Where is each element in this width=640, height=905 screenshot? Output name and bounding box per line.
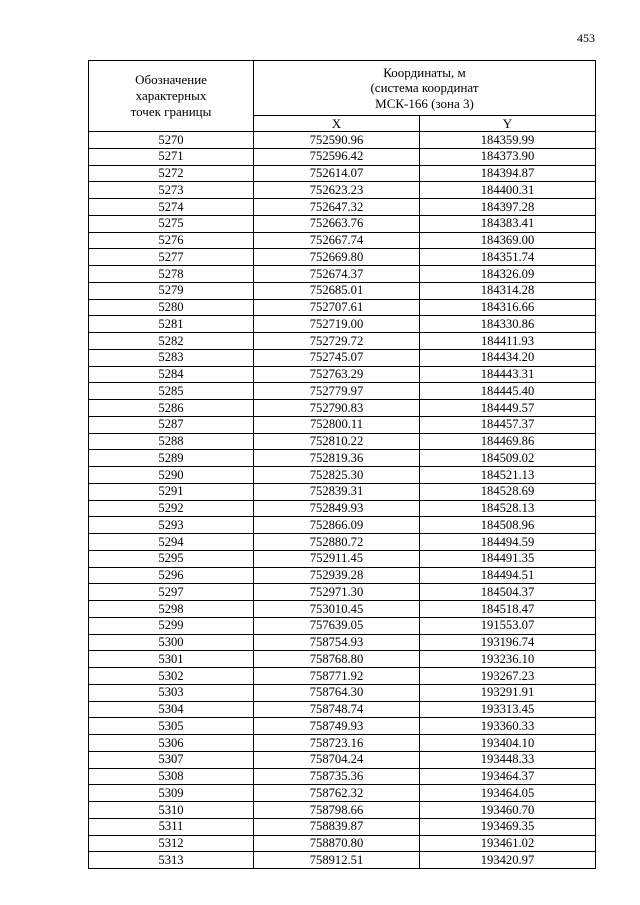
x-coordinate-cell: 752880.72: [254, 534, 420, 551]
x-coordinate-cell: 758735.36: [254, 768, 420, 785]
point-id-cell: 5299: [89, 617, 254, 634]
x-coordinate-cell: 752647.32: [254, 199, 420, 216]
point-id-cell: 5298: [89, 601, 254, 618]
table-row: [89, 483, 596, 500]
point-id-cell: 5303: [89, 684, 254, 701]
point-id-cell: 5280: [89, 299, 254, 316]
point-id-cell: 5274: [89, 199, 254, 216]
x-coordinate-cell: 753010.45: [254, 601, 420, 618]
x-coordinate-cell: 752939.28: [254, 567, 420, 584]
y-coordinate-cell: 193404.10: [420, 735, 596, 752]
x-coordinate-cell: 752596.42: [254, 148, 420, 165]
table-row: [89, 249, 596, 266]
table-row: [89, 400, 596, 417]
y-coordinate-cell: 193267.23: [420, 668, 596, 685]
point-id-cell: 5295: [89, 550, 254, 567]
coord-header-line3: МСК-166 (зона 3): [375, 95, 474, 111]
y-coordinate-cell: 193461.02: [420, 835, 596, 852]
y-coordinate-cell: 184469.86: [420, 433, 596, 450]
table-row: [89, 668, 596, 685]
table-body: [89, 132, 596, 869]
y-coordinate-cell: 184351.74: [420, 249, 596, 266]
x-coordinate-cell: 758771.92: [254, 668, 420, 685]
y-coordinate-cell: 193360.33: [420, 718, 596, 735]
x-coordinate-cell: 752745.07: [254, 349, 420, 366]
table-row: [89, 333, 596, 350]
y-coordinate-cell: 193448.33: [420, 751, 596, 768]
y-coordinate-cell: 184443.31: [420, 366, 596, 383]
x-coordinate-cell: 752849.93: [254, 500, 420, 517]
y-coordinate-cell: 193469.35: [420, 818, 596, 835]
x-coordinate-cell: 752810.22: [254, 433, 420, 450]
table-row: [89, 232, 596, 249]
x-coordinate-cell: 758870.80: [254, 835, 420, 852]
table-row: [89, 500, 596, 517]
table-row: [89, 517, 596, 534]
table-row: [89, 852, 596, 869]
table-row: [89, 651, 596, 668]
x-coordinate-cell: 752667.74: [254, 232, 420, 249]
point-id-cell: 5290: [89, 467, 254, 484]
y-coordinate-cell: 184509.02: [420, 450, 596, 467]
point-id-cell: 5308: [89, 768, 254, 785]
point-id-cell: 5309: [89, 785, 254, 802]
table-row: [89, 349, 596, 366]
table-row: [89, 818, 596, 835]
y-coordinate-cell: 184383.41: [420, 215, 596, 232]
point-id-cell: 5285: [89, 383, 254, 400]
table-row: [89, 701, 596, 718]
y-coordinate-cell: 193196.74: [420, 634, 596, 651]
y-coordinate-cell: 184528.13: [420, 500, 596, 517]
point-id-cell: 5311: [89, 818, 254, 835]
x-coordinate-cell: 752779.97: [254, 383, 420, 400]
point-designation-header: [89, 61, 254, 132]
y-coordinate-cell: 184494.51: [420, 567, 596, 584]
table-row: [89, 433, 596, 450]
x-coordinate-cell: 758754.93: [254, 634, 420, 651]
point-id-cell: 5277: [89, 249, 254, 266]
table-row: [89, 835, 596, 852]
x-coordinate-cell: 758798.66: [254, 802, 420, 819]
point-id-cell: 5291: [89, 483, 254, 500]
table-row: [89, 584, 596, 601]
point-id-cell: 5312: [89, 835, 254, 852]
x-coordinate-cell: 758704.24: [254, 751, 420, 768]
y-coordinate-cell: 184326.09: [420, 266, 596, 283]
point-header-line1: Обозначение: [135, 71, 207, 87]
point-id-cell: 5302: [89, 668, 254, 685]
y-coordinate-cell: 184373.90: [420, 148, 596, 165]
x-coordinate-cell: 752839.31: [254, 483, 420, 500]
x-column-header: X: [254, 116, 420, 132]
coord-header-line1: Координаты, м: [383, 64, 466, 80]
x-coordinate-cell: 752590.96: [254, 132, 420, 149]
table-row: [89, 165, 596, 182]
point-id-cell: 5284: [89, 366, 254, 383]
point-id-cell: 5304: [89, 701, 254, 718]
point-id-cell: 5279: [89, 282, 254, 299]
y-coordinate-cell: 184434.20: [420, 349, 596, 366]
x-coordinate-cell: 752674.37: [254, 266, 420, 283]
y-coordinate-cell: 184494.59: [420, 534, 596, 551]
y-coordinate-cell: 191553.07: [420, 617, 596, 634]
point-id-cell: 5310: [89, 802, 254, 819]
coord-header-line2: (система координат: [370, 80, 479, 96]
y-coordinate-cell: 184411.93: [420, 333, 596, 350]
x-coordinate-cell: 758762.32: [254, 785, 420, 802]
y-coordinate-cell: 193291.91: [420, 684, 596, 701]
point-id-cell: 5282: [89, 333, 254, 350]
point-id-cell: 5278: [89, 266, 254, 283]
point-id-cell: 5292: [89, 500, 254, 517]
point-id-cell: 5272: [89, 165, 254, 182]
y-coordinate-cell: 184528.69: [420, 483, 596, 500]
x-coordinate-cell: 757639.05: [254, 617, 420, 634]
x-coordinate-cell: 752669.80: [254, 249, 420, 266]
point-id-cell: 5305: [89, 718, 254, 735]
y-coordinate-cell: 184449.57: [420, 400, 596, 417]
point-id-cell: 5288: [89, 433, 254, 450]
x-coordinate-cell: 758839.87: [254, 818, 420, 835]
table-row: [89, 182, 596, 199]
point-id-cell: 5275: [89, 215, 254, 232]
point-id-cell: 5286: [89, 400, 254, 417]
coordinates-table: [88, 60, 596, 869]
point-id-cell: 5306: [89, 735, 254, 752]
point-id-cell: 5313: [89, 852, 254, 869]
y-coordinate-cell: 184504.37: [420, 584, 596, 601]
table-row: [89, 199, 596, 216]
point-id-cell: 5296: [89, 567, 254, 584]
table-row: [89, 148, 596, 165]
y-coordinate-cell: 184330.86: [420, 316, 596, 333]
y-coordinate-cell: 184457.37: [420, 416, 596, 433]
y-coordinate-cell: 184521.13: [420, 467, 596, 484]
x-coordinate-cell: 758748.74: [254, 701, 420, 718]
y-coordinate-cell: 193420.97: [420, 852, 596, 869]
point-id-cell: 5281: [89, 316, 254, 333]
y-coordinate-cell: 184445.40: [420, 383, 596, 400]
x-coordinate-cell: 752866.09: [254, 517, 420, 534]
y-coordinate-cell: 184359.99: [420, 132, 596, 149]
table-row: [89, 215, 596, 232]
point-header-line2: характерных: [135, 87, 207, 103]
point-id-cell: 5300: [89, 634, 254, 651]
x-coordinate-cell: 752663.76: [254, 215, 420, 232]
table-row: [89, 751, 596, 768]
table-row: [89, 266, 596, 283]
table-row: [89, 684, 596, 701]
coordinates-header: [254, 61, 596, 116]
x-coordinate-cell: 752719.00: [254, 316, 420, 333]
point-id-cell: 5293: [89, 517, 254, 534]
y-coordinate-cell: 184508.96: [420, 517, 596, 534]
table-row: [89, 802, 596, 819]
point-id-cell: 5283: [89, 349, 254, 366]
x-coordinate-cell: 752623.23: [254, 182, 420, 199]
y-coordinate-cell: 193313.45: [420, 701, 596, 718]
table-row: [89, 768, 596, 785]
table-row: [89, 416, 596, 433]
point-id-cell: 5287: [89, 416, 254, 433]
y-coordinate-cell: 193236.10: [420, 651, 596, 668]
x-coordinate-cell: 758749.93: [254, 718, 420, 735]
x-coordinate-cell: 752685.01: [254, 282, 420, 299]
table-row: [89, 601, 596, 618]
table-row: [89, 735, 596, 752]
x-coordinate-cell: 758768.80: [254, 651, 420, 668]
point-header-line3: точек границы: [130, 104, 212, 120]
point-id-cell: 5276: [89, 232, 254, 249]
x-coordinate-cell: 752729.72: [254, 333, 420, 350]
x-coordinate-cell: 752763.29: [254, 366, 420, 383]
y-coordinate-cell: 184316.66: [420, 299, 596, 316]
point-id-cell: 5270: [89, 132, 254, 149]
x-coordinate-cell: 752800.11: [254, 416, 420, 433]
table-row: [89, 467, 596, 484]
table-row: [89, 383, 596, 400]
y-column-header: Y: [420, 116, 596, 132]
x-coordinate-cell: 752707.61: [254, 299, 420, 316]
x-coordinate-cell: 752971.30: [254, 584, 420, 601]
table-row: [89, 550, 596, 567]
table-row: [89, 299, 596, 316]
table-row: [89, 534, 596, 551]
x-coordinate-cell: 752790.83: [254, 400, 420, 417]
x-coordinate-cell: 752614.07: [254, 165, 420, 182]
point-id-cell: 5297: [89, 584, 254, 601]
y-coordinate-cell: 184491.35: [420, 550, 596, 567]
y-coordinate-cell: 184518.47: [420, 601, 596, 618]
table-row: [89, 450, 596, 467]
y-coordinate-cell: 193460.70: [420, 802, 596, 819]
table-row: [89, 617, 596, 634]
page-number: 453: [577, 31, 595, 45]
x-coordinate-cell: 752911.45: [254, 550, 420, 567]
table-row: [89, 132, 596, 149]
point-id-cell: 5289: [89, 450, 254, 467]
table-row: [89, 718, 596, 735]
point-id-cell: 5301: [89, 651, 254, 668]
y-coordinate-cell: 193464.05: [420, 785, 596, 802]
x-coordinate-cell: 758912.51: [254, 852, 420, 869]
y-coordinate-cell: 184394.87: [420, 165, 596, 182]
table-row: [89, 567, 596, 584]
y-coordinate-cell: 184397.28: [420, 199, 596, 216]
point-id-cell: 5273: [89, 182, 254, 199]
point-id-cell: 5271: [89, 148, 254, 165]
x-coordinate-cell: 752825.30: [254, 467, 420, 484]
y-coordinate-cell: 184369.00: [420, 232, 596, 249]
table-row: [89, 366, 596, 383]
y-coordinate-cell: 193464.37: [420, 768, 596, 785]
y-coordinate-cell: 184400.31: [420, 182, 596, 199]
y-coordinate-cell: 184314.28: [420, 282, 596, 299]
table-row: [89, 316, 596, 333]
table-row: [89, 785, 596, 802]
table-row: [89, 634, 596, 651]
x-coordinate-cell: 758723.16: [254, 735, 420, 752]
point-id-cell: 5307: [89, 751, 254, 768]
table-row: [89, 282, 596, 299]
x-coordinate-cell: 758764.30: [254, 684, 420, 701]
x-coordinate-cell: 752819.36: [254, 450, 420, 467]
point-id-cell: 5294: [89, 534, 254, 551]
